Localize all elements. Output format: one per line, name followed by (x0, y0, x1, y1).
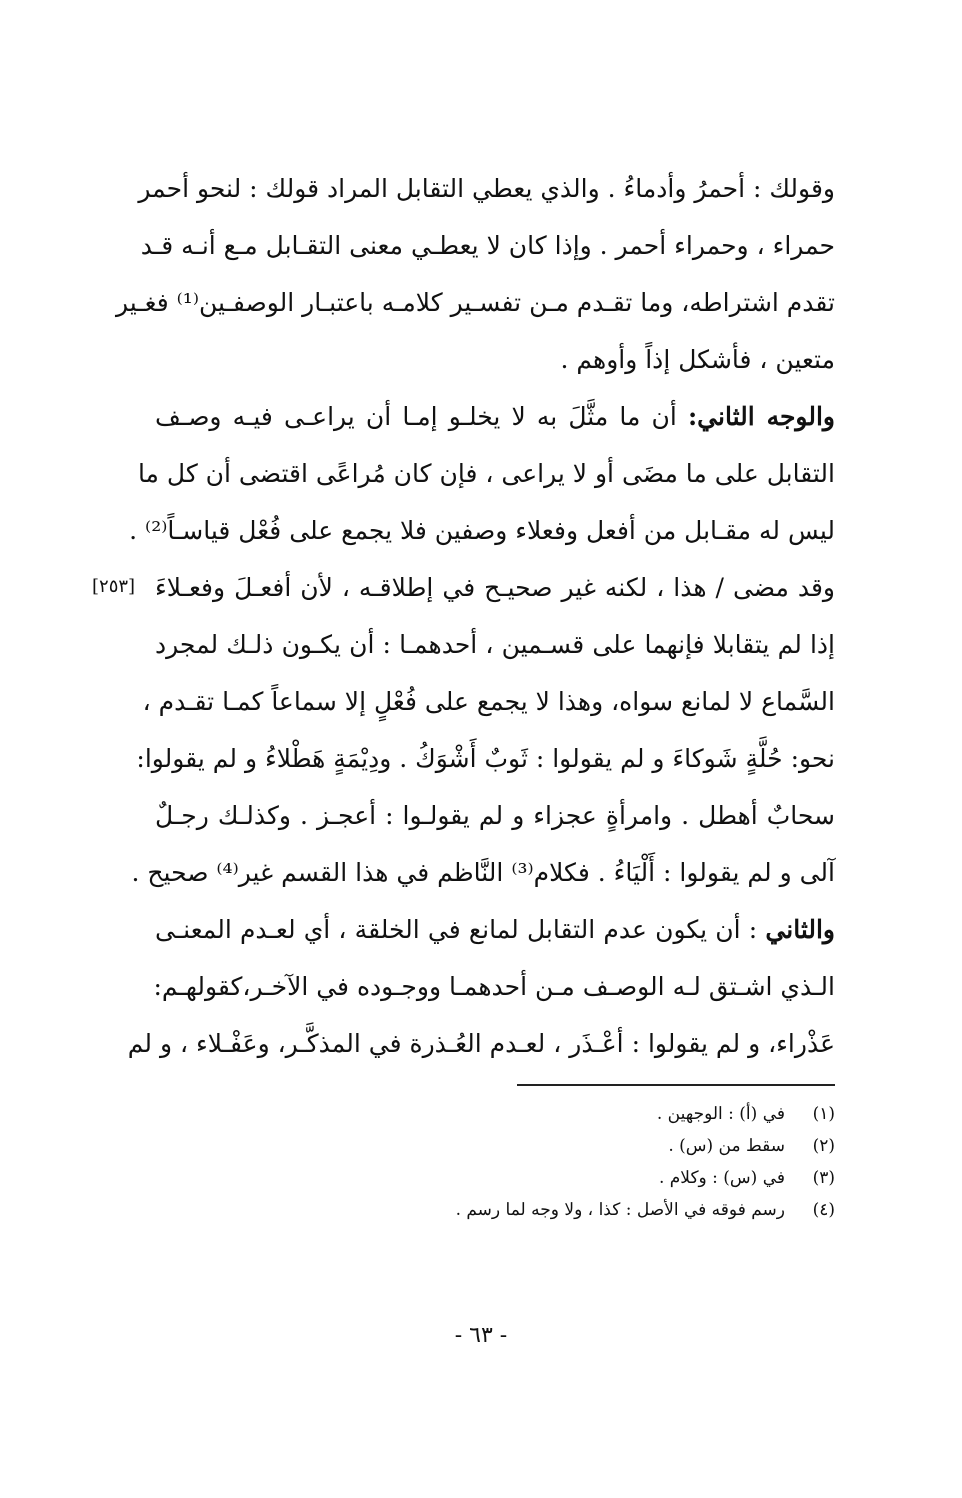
footnote-divider (517, 1084, 835, 1086)
text-line: سحابٌ أهطل . وامرأةٍ عجزاء و لم يقولـوا : أعجـز . وكذلـك رجـلٌ (155, 801, 835, 830)
text-line: متعين ، فأشكل إذاً وأوهم . (560, 345, 835, 374)
footnote-number: (١) (812, 1104, 835, 1124)
text-line: ليس له مقـابل من أفعل وفعلاء وصفين فلا يجمع على فُعْل قياسـاً⁽²⁾ . (129, 516, 835, 545)
footnote-text: في (س) : وكلام . (658, 1168, 785, 1188)
text-run: : أن يكون عدم التقابل لمانع في الخلقة ، أي لعـدم المعنـى (155, 915, 766, 944)
text-line: تقدم اشتراطه، وما تقـدم مـن تفسـير كلامـه باعتبـار الوصفـين⁽¹⁾ فغـير (116, 288, 835, 317)
text-line: عَذْراء، و لم يقولوا : أعْـذَر ، لعـدم العُـذرة في المذكَّـر، وعَفْـلاء ، و لم (127, 1029, 835, 1058)
footnotes (330, 1098, 835, 1226)
footnote-text: سقط من (س) . (668, 1136, 785, 1156)
footnote-number: (٢) (812, 1136, 835, 1156)
section-heading: والثاني (765, 915, 835, 944)
text-line: وقولك : أحمرُ وأدماءُ . والذي يعطي التقابل المراد قولك : لنحو أحمر (138, 174, 835, 203)
paragraph-start-line (155, 901, 835, 958)
footnote-text: رسم فوقه في الأصل : كذا ، ولا وجه لما رسم . (455, 1200, 785, 1220)
text-line: التقابل على ما مضَى أو لا يراعى ، فإن كان مُراعًى اقتضى أن كل ما (137, 459, 835, 488)
text-line: السَّماع لا لمانع سواه، وهذا لا يجمع على فُعْلٍ إلا سماعاً كمـا تقـدم ، (142, 687, 835, 716)
text-line: نحو: حُلَّةٍ شَوكاءَ و لم يقولوا : ثَوبٌ أَشْوَكُ . ودِيْمَةٍ هَطْلاءُ و لم يقولوا: (136, 744, 835, 773)
footnote (330, 1162, 835, 1194)
footnote-number: (٣) (812, 1168, 835, 1188)
page-number: - ٦٣ - (454, 1323, 508, 1348)
text-line: الـذي اشـتق لـه الوصـف مـن أحدهمـا ووجـوده في الآخـر،كقولهـم: (153, 972, 835, 1001)
paragraph-start-line (155, 388, 835, 445)
text-line: حمراء ، وحمراء أحمر . وإذا كان لا يعطـي معنى التقـابل مـع أنـه قـد (140, 231, 835, 260)
manuscript-page-reference: [٢٥٣] (92, 576, 136, 597)
footnote-number: (٤) (812, 1200, 835, 1220)
text-line: إذا لم يتقابلا فإنهما على قسـمين ، أحدهمـا : أن يكـون ذلـك لمجرد (155, 630, 835, 659)
footnote (330, 1098, 835, 1130)
main-text (116, 160, 835, 1072)
text-line: آلى و لم يقولوا : أَلْيَاءُ . فكلام⁽³⁾ النَّاظم في هذا القسم غير⁽⁴⁾ صحيح . (131, 858, 835, 887)
footnote (330, 1194, 835, 1226)
footnote (330, 1130, 835, 1162)
section-heading: والوجه الثاني: (687, 402, 835, 431)
footnote-text: في (أ) : الوجهين . (656, 1104, 785, 1124)
text-line: وقد مضى / هذا ، لكنه غير صحيـح في إطلاقـه ، لأن أفعـلَ وفعـلاءَ (155, 573, 835, 602)
text-run: أن ما مثَّلَ به لا يخلـو إمـا أن يراعـى فيـه وصـف (155, 402, 688, 431)
